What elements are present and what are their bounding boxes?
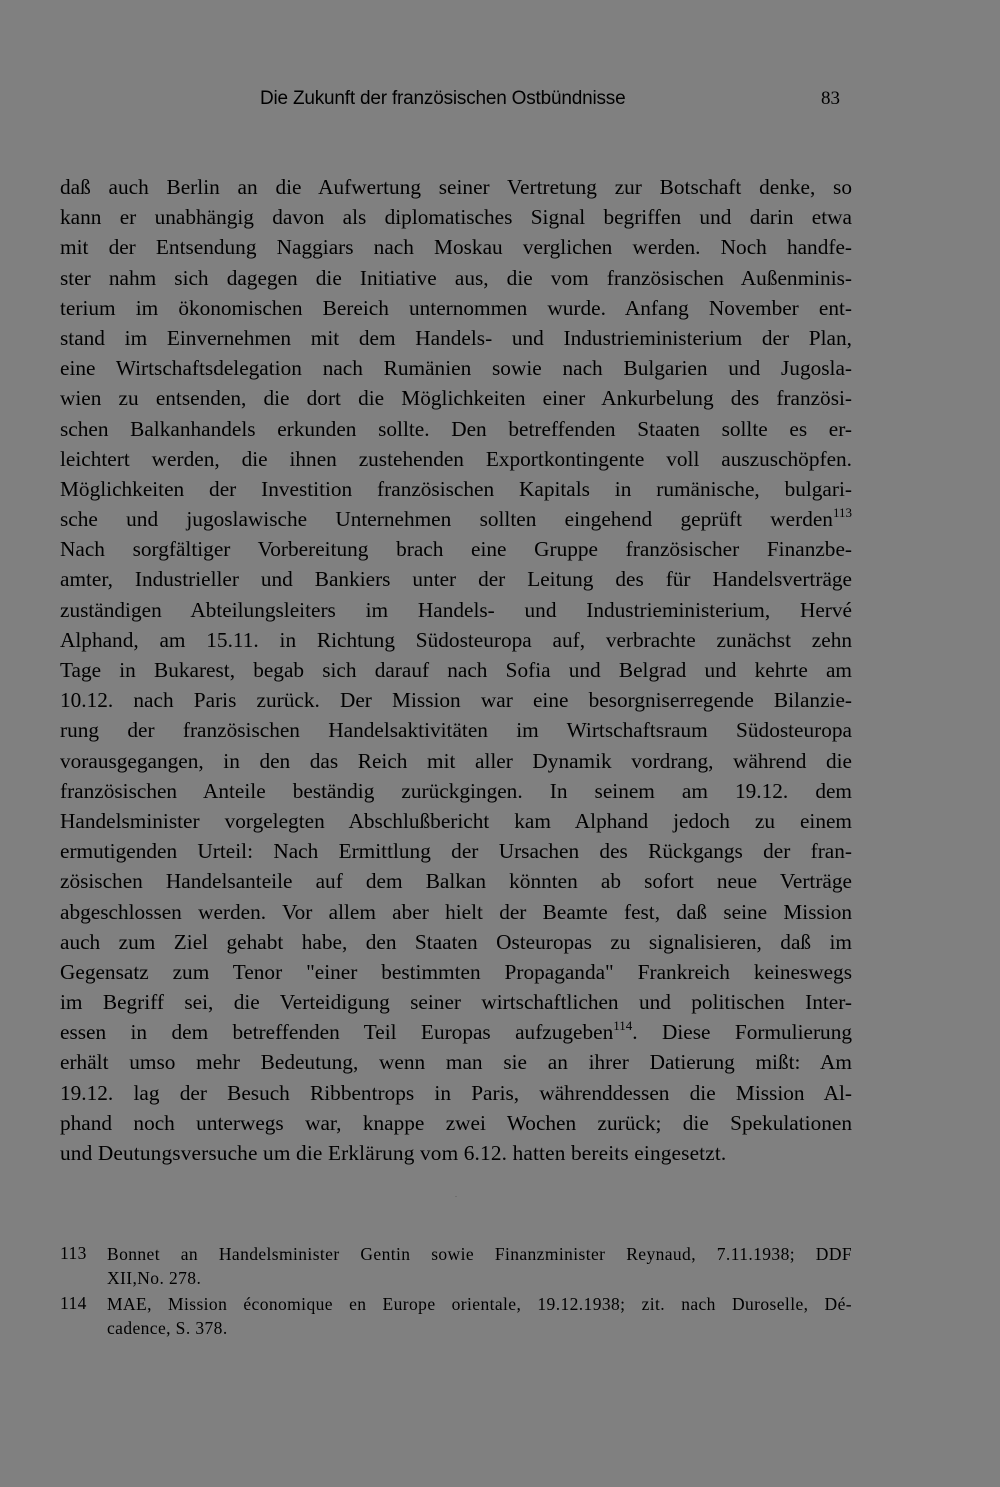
text-line: französischen Anteile beständig zurückgingen. In seinem am 19.12. dem: [60, 778, 852, 803]
text-line: wien zu entsenden, die dort die Möglichkeiten einer Ankurbelung des französi-: [60, 386, 852, 411]
footnotes: [60, 1243, 852, 1343]
running-header: [60, 88, 840, 118]
text-line: daß auch Berlin an die Aufwertung seiner Vertretung zur Botschaft denke, so: [60, 175, 852, 199]
running-title: Die Zukunft der französischen Ostbündnisse: [260, 88, 626, 109]
text-line: auch zum Ziel gehabt habe, den Staaten Osteuropas zu signalisieren, daß im: [60, 929, 852, 954]
text-line: Gegensatz zum Tenor "einer bestimmten Propaganda" Frankreich keineswegs: [60, 959, 852, 984]
footnote-separator: [455, 1196, 457, 1197]
text-line: Nach sorgfältiger Vorbereitung brach eine Gruppe französischer Finanzbe-: [60, 537, 852, 562]
text-line: stand im Einvernehmen mit dem Handels- und Industrieministerium der Plan,: [60, 325, 852, 350]
footnote-ref-113: 113: [832, 505, 852, 521]
text-line: und Deutungsversuche um die Erklärung vom 6.12. hatten bereits eingesetzt.: [60, 1141, 727, 1165]
footnote: [60, 1243, 852, 1290]
footnote-text: MAE, Mission économique en Europe orientale, 19.12.1938; zit. nach Duroselle, Dé- cadence, S. 378.: [107, 1294, 852, 1338]
footnote-number: 113: [60, 1243, 87, 1263]
text-line: amter, Industrieller und Bankiers unter der Leitung des für Handelsverträge: [60, 567, 852, 592]
text-line: essen in dem betreffenden Teil Europas aufzugeben$^{114}$. Diese Formulierung: [60, 1018, 852, 1045]
text-line: terium im ökonomischen Bereich unternommen wurde. Anfang November ent-: [60, 295, 852, 320]
text-line: kann er unabhängig davon als diplomatisches Signal begriffen und darin etwa: [60, 205, 852, 230]
text-line: abgeschlossen werden. Vor allem aber hielt der Beamte fest, daß seine Mission: [60, 899, 852, 924]
footnote-ref-114: 114: [613, 1018, 633, 1034]
text-line: rung der französischen Handelsaktivitäten im Wirtschaftsraum Südosteuropa: [60, 718, 852, 743]
footnote: [60, 1293, 852, 1340]
text-line: Alphand, am 15.11. in Richtung Südosteuropa auf, verbrachte zunächst zehn: [60, 627, 852, 652]
text-line: 19.12. lag der Besuch Ribbentrops in Paris, währenddessen die Mission Al-: [60, 1080, 852, 1105]
text-line: Möglichkeiten der Investition französischen Kapitals in rumänische, bulgari-: [60, 476, 852, 501]
text-line: im Begriff sei, die Verteidigung seiner wirtschaftlichen und politischen Inter-: [60, 990, 852, 1015]
text-line: eine Wirtschaftsdelegation nach Rumänien sowie nach Bulgarien und Jugosla-: [60, 356, 852, 381]
text-line: ermutigenden Urteil: Nach Ermittlung der Ursachen des Rückgangs der fran-: [60, 839, 852, 864]
text-line: schen Balkanhandels erkunden sollte. Den betreffenden Staaten sollte es er-: [60, 416, 852, 441]
page-number: 83: [821, 88, 840, 109]
footnote-number: 114: [60, 1293, 87, 1313]
text-line: zösischen Handelsanteile auf dem Balkan könnten ab sofort neue Verträge: [60, 869, 852, 894]
text-line: mit der Entsendung Naggiars nach Moskau verglichen werden. Noch handfe-: [60, 235, 852, 260]
text-line: phand noch unterwegs war, knappe zwei Wochen zurück; die Spekulationen: [60, 1110, 852, 1135]
text-line: Handelsminister vorgelegten Abschlußbericht kam Alphand jedoch zu einem: [60, 808, 852, 833]
text-line: 10.12. nach Paris zurück. Der Mission war eine besorgniserregende Bilanzie-: [60, 688, 852, 713]
body-text: [60, 172, 852, 1168]
text-line: Tage in Bukarest, begab sich darauf nach Sofia und Belgrad und kehrte am: [60, 658, 852, 682]
text-line: vorausgegangen, in den das Reich mit aller Dynamik vordrang, während die: [60, 748, 852, 773]
text-line: leichtert werden, die ihnen zustehenden Exportkontingente voll auszuschöpfen.: [60, 446, 852, 471]
footnote-text: Bonnet an Handelsminister Gentin sowie Finanzminister Reynaud, 7.11.1938; DDF XII,No. 278.: [107, 1244, 852, 1288]
text-line: sche und jugoslawische Unternehmen sollten eingehend geprüft werden$^{113}$: [60, 505, 852, 532]
text-line: erhält umso mehr Bedeutung, wenn man sie an ihrer Datierung mißt: Am: [60, 1050, 852, 1075]
text-line: zuständigen Abteilungsleiters im Handels- und Industrieministerium, Hervé: [60, 597, 852, 622]
text-line: ster nahm sich dagegen die Initiative aus, die vom französischen Außenminis-: [60, 265, 852, 290]
